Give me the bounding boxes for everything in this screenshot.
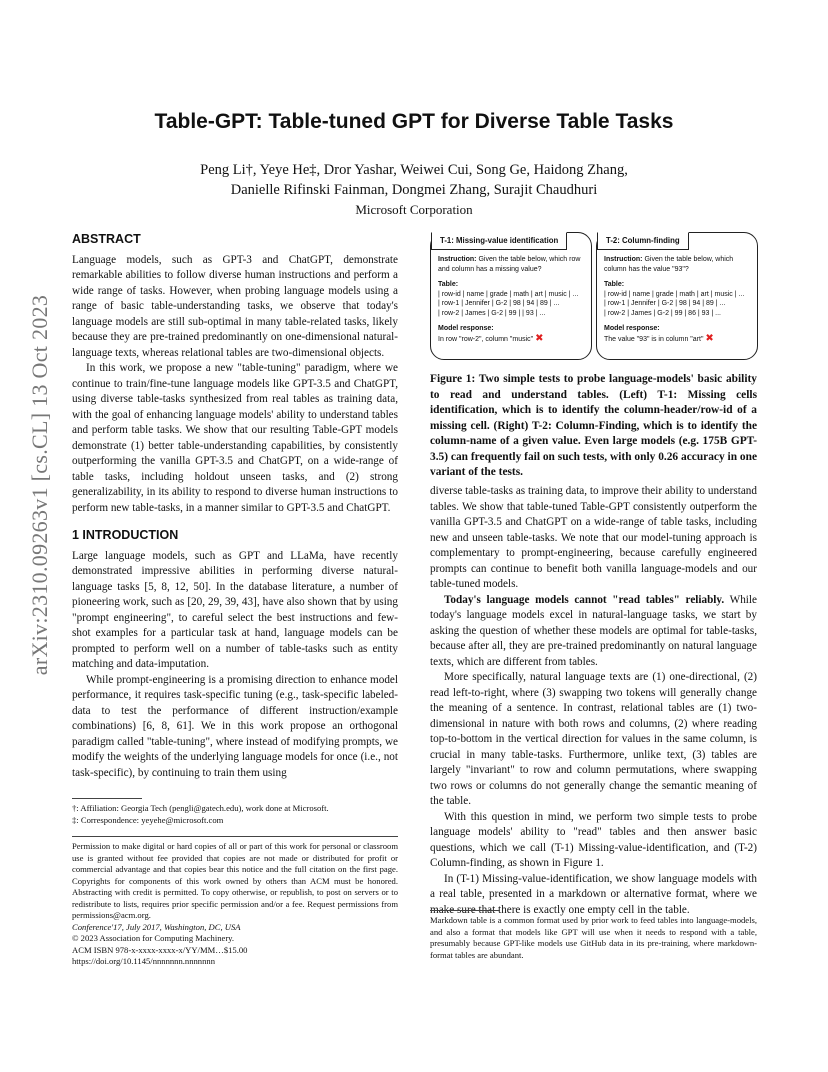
- t1-instruction: Given the table below, which row and column has a missing value?: [438, 256, 581, 273]
- permission-rule: [72, 836, 398, 837]
- t2-table-row: | row-1 | Jennifer | G-2 | 98 | 94 | 89 | ...: [604, 300, 726, 307]
- footnote-rule: [72, 798, 142, 799]
- right-p2: While today's language models excel in natural-language tasks, we start by asking the question of whether these models are optimal for table-tasks, because after all, they are pre-trained predominantly on natural language texts, which are different from tables.: [430, 593, 757, 668]
- t1-table-label: Table:: [438, 281, 459, 288]
- t2-response: The value "93" is in column "art": [604, 335, 704, 343]
- panel-t1-title: T-1: Missing-value identification: [431, 232, 567, 250]
- paper-title: Table-GPT: Table-tuned GPT for Diverse Table Tasks: [154, 110, 674, 133]
- authors-line-1: Peng Li†, Yeye He‡, Dror Yashar, Weiwei Cui, Song Ge, Haidong Zhang,: [200, 162, 628, 178]
- panel-t2-body: [604, 255, 751, 344]
- t2-response-label: Model response:: [604, 325, 660, 332]
- footnote-correspondence: ‡: Correspondence: yeyehe@microsoft.com: [72, 814, 224, 825]
- copyright-line: © 2023 Association for Computing Machinery.: [72, 933, 235, 943]
- permission-block: [72, 836, 398, 968]
- t1-table-row: | row-2 | James | G-2 | 99 | | 93 | ...: [438, 309, 546, 317]
- abstract-p1: Language models, such as GPT-3 and ChatGPT, demonstrate remarkable abilities to follow diverse human instructions and perform a wide range of tasks. However, when probing language models using a range of basic table-understanding tasks, we observe that today's language models are still sub-optimal in many table-related tasks, likely because they are pre-trained predominantly on one-dimensional natural-language texts, whereas relational tables are two-dimensional objects.: [72, 253, 398, 359]
- t2-table-row: | row-2 | James | G-2 | 99 | 86 | 93 | ...: [604, 309, 721, 317]
- intro-p1: Large language models, such as GPT and LLaMa, have recently demonstrated impressive abilities in performing diverse natural-language tasks [5, 8, 12, 50]. In the database literature, a number of pioneering work, such as [20, 29, 39, 43], have also shown that by using "prompt engineering", to careful select the best instructions and few-shot examples for a particular task at hand, language models can be prompted to perform well on a number of table-tasks such as entity matching and data-imputation.: [72, 549, 398, 670]
- left-column: [72, 232, 398, 781]
- conference-line: Conference'17, July 2017, Washington, DC, USA: [72, 921, 241, 932]
- intro-p2: While prompt-engineering is a promising direction to enhance model performance, it requires task-specific tuning (e.g., task-specific labeled-data to test the performance of different instruction/example combinations) [6, 8, 61]. We in this work propose an orthogonal paradigm called "table-tuning", where instead of modifying prompts, we modify the weights of the underlying language models for once (i.e., not task-specific), by continuing to train them using: [72, 673, 398, 779]
- authors-line-2: Danielle Rifinski Fainman, Dongmei Zhang, Surajit Chaudhuri: [230, 182, 598, 198]
- arxiv-sidebar: [20, 290, 60, 680]
- isbn-line: ACM ISBN 978-x-xxxx-xxxx-x/YY/MM…$15.00: [72, 944, 248, 955]
- arxiv-id: arXiv:2310.09263v1 [cs.CL] 13 Oct 2023: [27, 294, 52, 676]
- right-footnote-rule: [430, 910, 500, 911]
- wrong-x-icon: ✖: [535, 332, 544, 344]
- t2-table-label: Table:: [604, 281, 625, 288]
- right-p5: In (T-1) Missing-value-identification, we show language models with a real table, presented in a markdown or alternative format, where we make sure that there is exactly one empty cell in the table.: [430, 872, 757, 916]
- t1-instruction-label: Instruction:: [438, 256, 477, 263]
- t2-instruction-label: Instruction:: [604, 256, 643, 263]
- permission-text: Permission to make digital or hard copies of all or part of this work for personal or classroom use is granted without fee provided that copies are not made or distributed for profit or commercial advantage and that copies bear this notice and the full citation on the first page. Copyrights for components of this work owned by others than ACM must be honored. Abstracting with credit is permitted. To copy otherwise, or republish, to post on servers or to redistribute to lists, requires prior specific permission and/or a fee. Request permissions from permissions@acm.org.: [72, 841, 398, 920]
- figure-1: [430, 232, 758, 362]
- t2-instruction: Given the table below, which column has the value "93"?: [604, 256, 734, 273]
- right-p1: diverse table-tasks as training data, to improve their ability to understand tables. We show that table-tuned Table-GPT consistently outperform the vanilla GPT-3.5 and ChatGPT on a wide-range of table tasks, including new and unseen table-tasks. We note that our model-tuning approach is complementary to prompt-engineering, because carefully engineered prompts can continue to benefit both vanilla language-models and our table-tuned models.: [430, 485, 757, 590]
- panel-t1: [430, 232, 592, 360]
- right-p3: More specifically, natural language texts are (1) one-directional, (2) read left-to-right, where (3) swapping two tokens will generally change the meaning of a sentence. In contrast, relational tables are (1) two-dimensional in nature with both rows and columns, (2) where reading top-to-bottom in the vertical direction for values in the same column, is crucial in many table-tasks. Furthermore, unlike text, (3) tables are largely "invariant" to row and column permutations, where swapping two rows or columns do not generally change the semantic meaning of the table.: [430, 671, 757, 807]
- right-p4: With this question in mind, we perform two simple tests to probe language models' ability to "read" tables and then answer basic questions, which we call (T-1) Missing-value-identification, and (T-2) Column-finding, as shown in Figure 1.: [430, 810, 757, 869]
- panel-t2: [596, 232, 758, 360]
- footnote-affiliation: †: Affiliation: Georgia Tech (pengli@gatech.edu), work done at Microsoft.: [72, 803, 329, 813]
- t1-table-row: | row-id | name | grade | math | art | music | ...: [438, 290, 579, 298]
- t1-table-row: | row-1 | Jennifer | G-2 | 98 | 94 | 89 | ...: [438, 300, 560, 307]
- right-p2-lead: Today's language models cannot "read tables" reliably.: [444, 593, 725, 606]
- abstract-heading: ABSTRACT: [72, 232, 141, 246]
- panel-t1-body: [438, 255, 585, 344]
- affiliation: Microsoft Corporation: [355, 202, 473, 217]
- right-footnote: Markdown table is a common format used by prior work to feed tables into language-models, and also a format that models like GPT will use when it needs to respond with a table, presumably because GPT-like models use GitHub data in its pre-training, where markdown-format tables are abundant.: [430, 915, 757, 960]
- doi-line: https://doi.org/10.1145/nnnnnnn.nnnnnnn: [72, 956, 215, 966]
- t1-response-label: Model response:: [438, 325, 494, 332]
- right-footnote-block: [430, 910, 757, 961]
- t2-table-row: | row-id | name | grade | math | art | music | ...: [604, 290, 745, 298]
- figure-1-caption: Figure 1: Two simple tests to probe language-models' basic ability to read and understand tables. (Left) T-1: Missing cells identification, which is to identify the column-header/row-id of a missing cell. (Right) T-2: Column-Finding, which is to identify the column-name of a given value. Even large models (e.g. 175B GPT-3.5) can frequently fail on such tests, with only 0.26 accuracy in one variant of the tests.: [430, 373, 757, 478]
- author-footnotes: [72, 798, 398, 826]
- right-column: [430, 484, 757, 918]
- wrong-x-icon: ✖: [705, 332, 714, 344]
- intro-heading: 1 INTRODUCTION: [72, 528, 179, 542]
- panel-t2-title: T-2: Column-finding: [597, 232, 689, 250]
- abstract-p2: In this work, we propose a new "table-tuning" paradigm, where we continue to train/fine-tune language models like GPT-3.5 and ChatGPT, using diverse table-tasks synthesized from real tables as training data, with the goal of enhancing language models' ability to understand tables and perform table tasks. We show that our resulting Table-GPT models demonstrate (1) better table-understanding capabilities, by consistently outperforming the vanilla GPT-3.5 and ChatGPT, on a wide-range of table tasks, including holdout unseen tasks, and (2) strong generalizability, in its ability to respond to diverse human instructions to perform new table-tasks, in a manner similar to GPT-3.5 and ChatGPT.: [72, 362, 398, 514]
- t1-response: In row "row-2", column "music": [438, 335, 534, 343]
